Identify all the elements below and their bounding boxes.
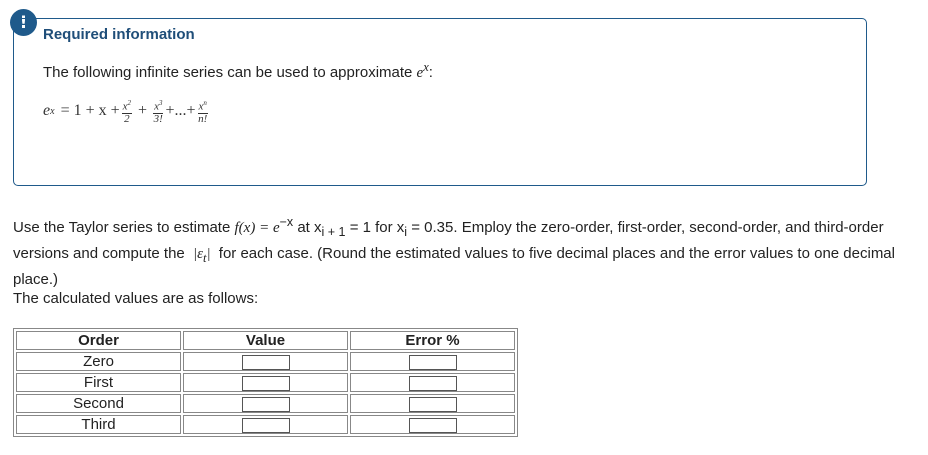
termn-sup: n	[203, 99, 207, 107]
series-formula	[43, 98, 210, 125]
abs-eps: |ε	[192, 246, 203, 262]
q-part5: for each case. (Round the estimated values to five decimal places and the error values to one decimal place.)	[13, 245, 895, 288]
error-input-third[interactable]	[409, 418, 457, 433]
term3-num: x	[154, 100, 159, 113]
formula-ellipsis: +...+	[165, 102, 196, 120]
value-input-second[interactable]	[242, 397, 290, 412]
order-label: Second	[16, 394, 181, 413]
info-text-end: :	[428, 64, 433, 81]
formula-rhs-start: = 1 + x +	[60, 102, 120, 120]
formula-term3	[153, 98, 163, 125]
termn-den: n!	[198, 112, 208, 125]
error-cell	[350, 373, 515, 392]
table-row	[16, 352, 515, 371]
value-cell	[183, 415, 348, 434]
calc-text: The calculated values are as follows:	[13, 290, 259, 307]
order-label: First	[16, 373, 181, 392]
info-text-math-sup: x	[423, 60, 429, 74]
q-func-sup: −x	[279, 215, 294, 229]
header-order: Order	[16, 331, 181, 350]
formula-plus: +	[138, 102, 148, 120]
table-row	[16, 415, 515, 434]
table-row	[16, 394, 515, 413]
q-part1: Use the Taylor series to estimate	[13, 219, 231, 236]
formula-termn	[198, 98, 208, 125]
value-cell	[183, 373, 348, 392]
info-title: Required information	[43, 26, 195, 43]
table-row	[16, 373, 515, 392]
formula-lhs-sup: x	[50, 105, 55, 117]
error-input-first[interactable]	[409, 376, 457, 391]
info-text-body: The following infinite series can be used to approximate	[43, 64, 413, 81]
abs-eps-sub: t	[203, 251, 207, 265]
q-part3: = 1 for x	[349, 219, 405, 236]
value-cell	[183, 352, 348, 371]
value-cell	[183, 394, 348, 413]
error-cell	[350, 394, 515, 413]
order-label: Zero	[16, 352, 181, 371]
term2-den: 2	[124, 112, 130, 125]
q-sub1: i + 1	[321, 225, 346, 239]
table-header-row	[16, 331, 515, 350]
value-input-zero[interactable]	[242, 355, 290, 370]
q-part4: = 0.35. Employ the zero-order, first-order, second-order, and third-order versions and compute the	[13, 219, 884, 262]
formula-term2	[122, 98, 132, 125]
value-input-first[interactable]	[242, 376, 290, 391]
header-error: Error %	[350, 331, 515, 350]
abs-error-symbol	[189, 244, 215, 269]
value-input-third[interactable]	[242, 418, 290, 433]
q-part2: at x	[297, 219, 322, 236]
error-cell	[350, 352, 515, 371]
q-func: f(x) = e	[234, 220, 280, 236]
question-text	[13, 212, 913, 290]
formula-lhs: e	[43, 102, 51, 120]
q-sub2: i	[404, 225, 408, 239]
term3-sup: 3	[158, 99, 163, 107]
header-value: Value	[183, 331, 348, 350]
info-text	[43, 60, 433, 82]
termn-num: x	[198, 100, 204, 113]
term2-num: x	[122, 100, 128, 113]
order-label: Third	[16, 415, 181, 434]
term3-den: 3!	[153, 112, 163, 125]
exclamation-icon: !	[19, 12, 28, 33]
abs-eps-end: |	[206, 246, 211, 262]
error-input-zero[interactable]	[409, 355, 457, 370]
values-table	[13, 328, 518, 437]
info-text-math: e	[416, 65, 424, 81]
error-cell	[350, 415, 515, 434]
error-input-second[interactable]	[409, 397, 457, 412]
term2-sup: 2	[127, 99, 132, 107]
